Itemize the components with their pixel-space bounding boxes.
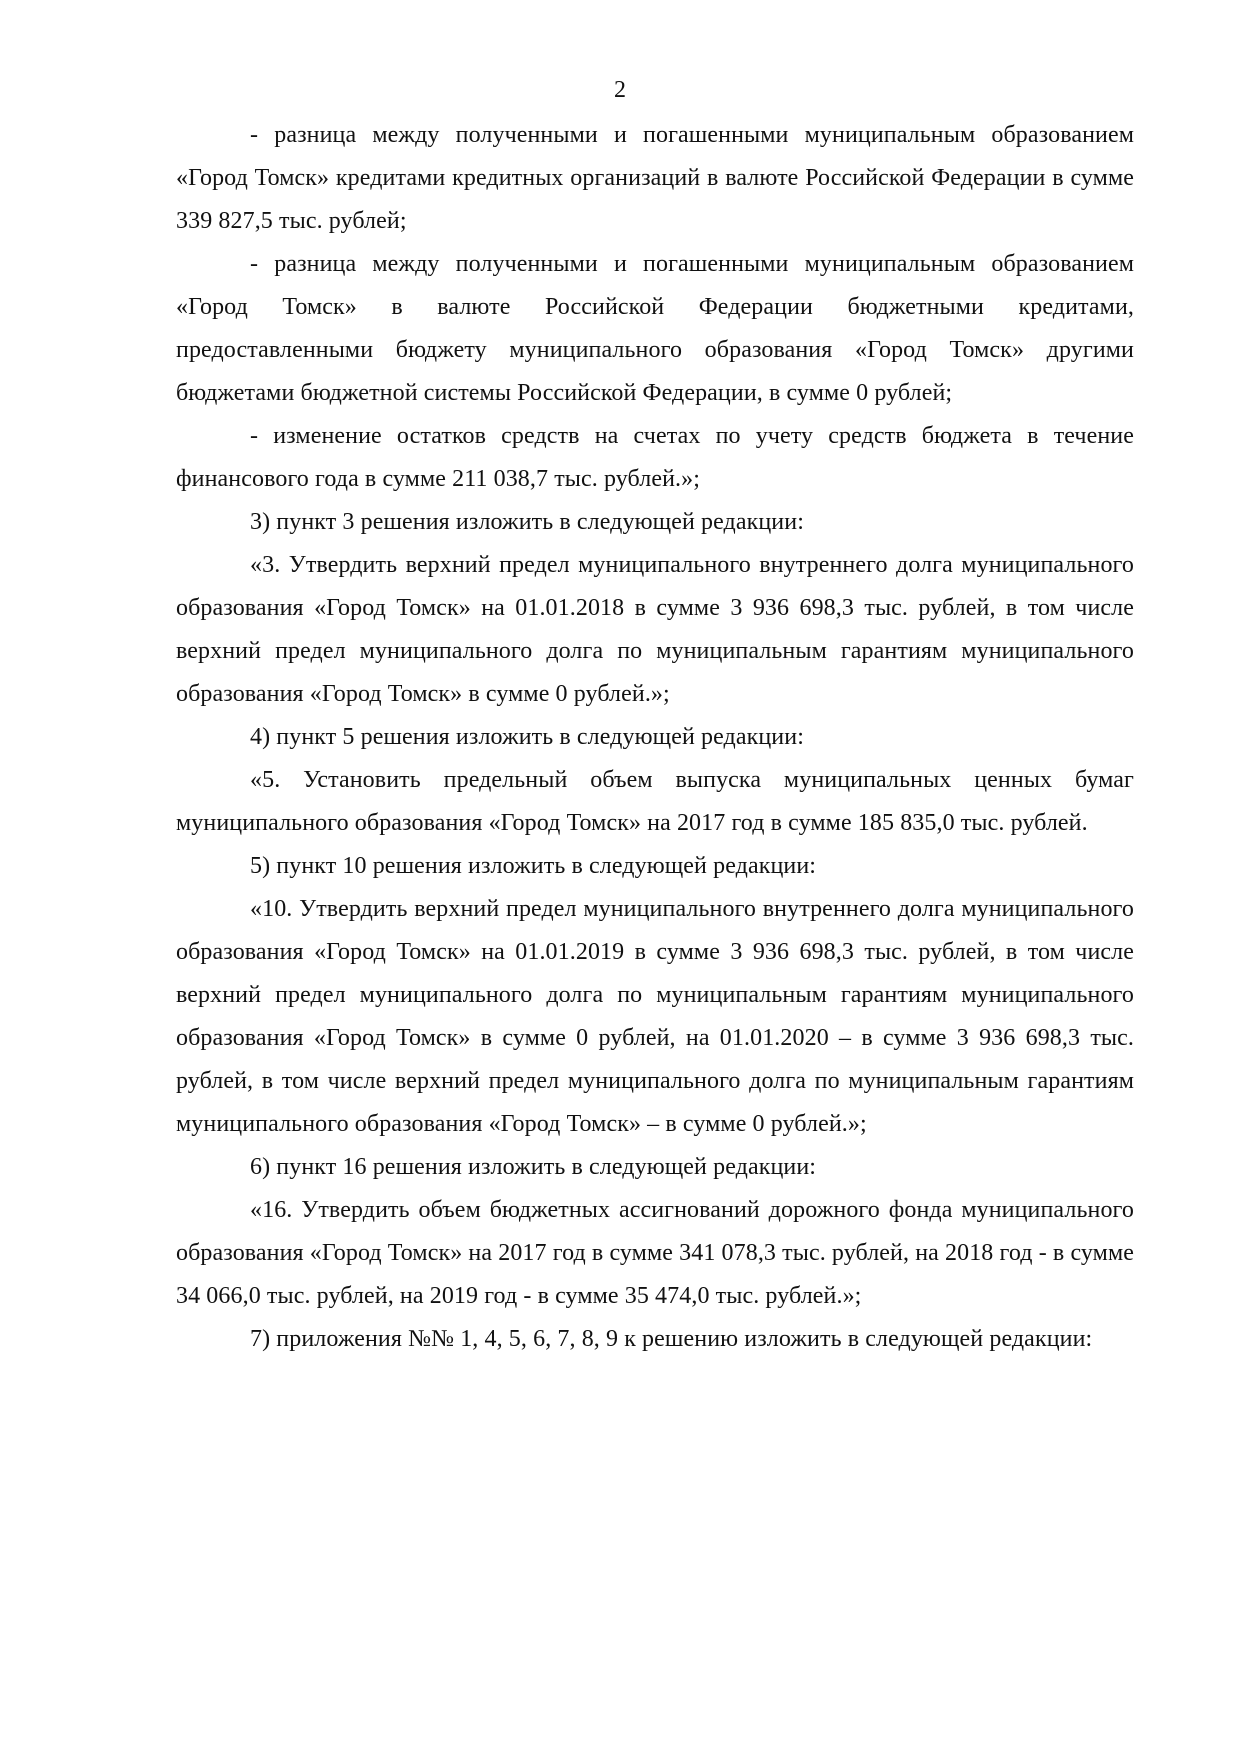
paragraph-item-4-heading: 4) пункт 5 решения изложить в следующей редакции: <box>250 724 804 750</box>
paragraph-item-3-heading: 3) пункт 3 решения изложить в следующей редакции: <box>250 509 804 535</box>
page-number: 2 <box>614 77 626 103</box>
paragraph-item-6-text: «16. Утвердить объем бюджетных ассигнований дорожного фонда муниципального образования «Город Томск» на 2017 год в сумме 341 078,3 тыс. рублей, на 2018 год - в сумме 34 066,0 тыс. рублей, на 2019 год - в сумме 35 474,0 тыс. рублей.»; <box>176 1197 1134 1309</box>
paragraph-balance-change: - изменение остатков средств на счетах по учету средств бюджета в течение финансового года в сумме 211 038,7 тыс. рублей.»; <box>176 423 1134 492</box>
paragraph-item-5-heading: 5) пункт 10 решения изложить в следующей редакции: <box>250 853 817 879</box>
paragraph-budget-credit-difference: - разница между полученными и погашенными муниципальным образованием «Город Томск» в валюте Российской Федерации бюджетными кредитами, предоставленными бюджету муниципального образования «Город Томск» другими бюджетами бюджетной системы Российской Федерации, в сумме 0 рублей; <box>176 251 1134 406</box>
paragraph-item-6-heading: 6) пункт 16 решения изложить в следующей редакции: <box>250 1154 817 1180</box>
paragraph-item-5-text: «10. Утвердить верхний предел муниципального внутреннего долга муниципального образования «Город Томск» на 01.01.2019 в сумме 3 936 698,3 тыс. рублей, в том числе верхний предел муниципального долга по муниципальным гарантиям муниципального образования «Город Томск» в сумме 0 рублей, на 01.01.2020 – в сумме 3 936 698,3 тыс. рублей, в том числе верхний предел муниципального долга по муниципальным гарантиям муниципального образования «Город Томск» – в сумме 0 рублей.»; <box>176 896 1134 1137</box>
document-body <box>176 114 1134 1361</box>
paragraph-credit-difference: - разница между полученными и погашенными муниципальным образованием «Город Томск» кредитами кредитных организаций в валюте Российской Федерации в сумме 339 827,5 тыс. рублей; <box>176 122 1134 234</box>
paragraph-item-4-text: «5. Установить предельный объем выпуска муниципальных ценных бумаг муниципального образования «Город Томск» на 2017 год в сумме 185 835,0 тыс. рублей. <box>176 767 1134 836</box>
paragraph-item-3-text: «3. Утвердить верхний предел муниципального внутреннего долга муниципального образования «Город Томск» на 01.01.2018 в сумме 3 936 698,3 тыс. рублей, в том числе верхний предел муниципального долга по муниципальным гарантиям муниципального образования «Город Томск» в сумме 0 рублей.»; <box>176 552 1134 707</box>
paragraph-item-7-heading: 7) приложения №№ 1, 4, 5, 6, 7, 8, 9 к решению изложить в следующей редакции: <box>250 1326 1093 1352</box>
